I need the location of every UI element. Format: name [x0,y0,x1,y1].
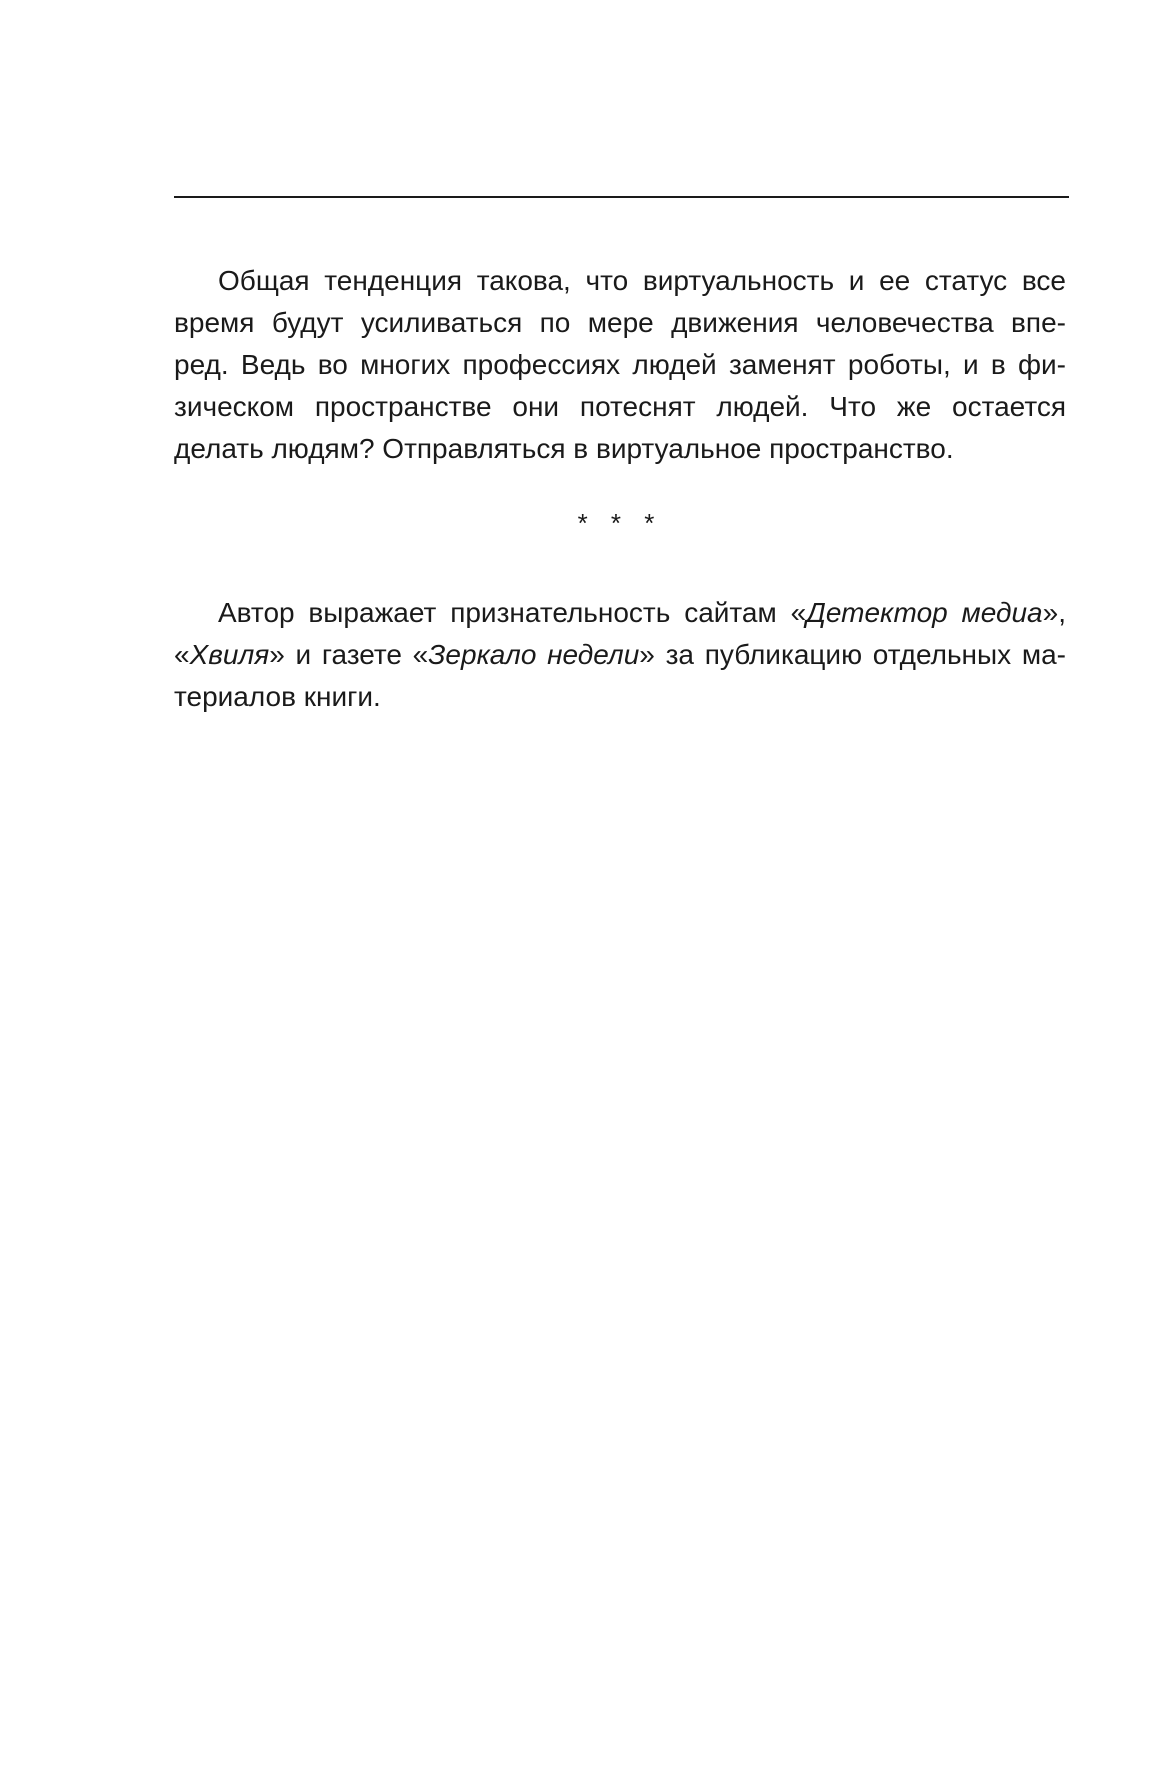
paragraph-line: делать людям? Отправляться в виртуальное пространство. [174,433,954,464]
paragraph-line: зическом пространстве они потеснят людей. Что же остается [174,391,1066,422]
acknowledgement-text: и газете [284,639,413,670]
paragraph-line: Общая тенденция такова, что виртуальность и ее статус все [218,265,1066,296]
quote-mark: « [790,597,807,628]
paragraph-acknowledgement [174,592,1066,718]
site-name-khvylia: Хвиля [189,639,270,670]
quote-mark: » [639,639,655,670]
paragraph-line: ред. Ведь во многих профессиях людей заменят роботы, и в фи- [174,349,1066,380]
quote-mark: », [1042,597,1066,628]
section-separator: * * * [577,508,663,538]
site-name-detector-media: Детектор медиа [806,597,1043,628]
paragraph-line: время будут усиливаться по мере движения человечества впе- [174,307,1066,338]
header-rule [174,196,1069,198]
paragraph-line: териалов книги. [174,681,381,712]
newspaper-name-zerkalo-nedeli: Зеркало недели [428,639,640,670]
paragraph-line [174,592,1066,634]
quote-mark: « [412,639,429,670]
paragraph-virtuality [174,260,1066,470]
acknowledgement-text: за публикацию отдельных ма- [654,639,1066,670]
quote-mark: » [269,639,285,670]
quote-mark: « [174,639,190,670]
paragraph-line [174,634,1066,676]
acknowledgement-text: Автор выражает признательность сайтам [218,597,791,628]
